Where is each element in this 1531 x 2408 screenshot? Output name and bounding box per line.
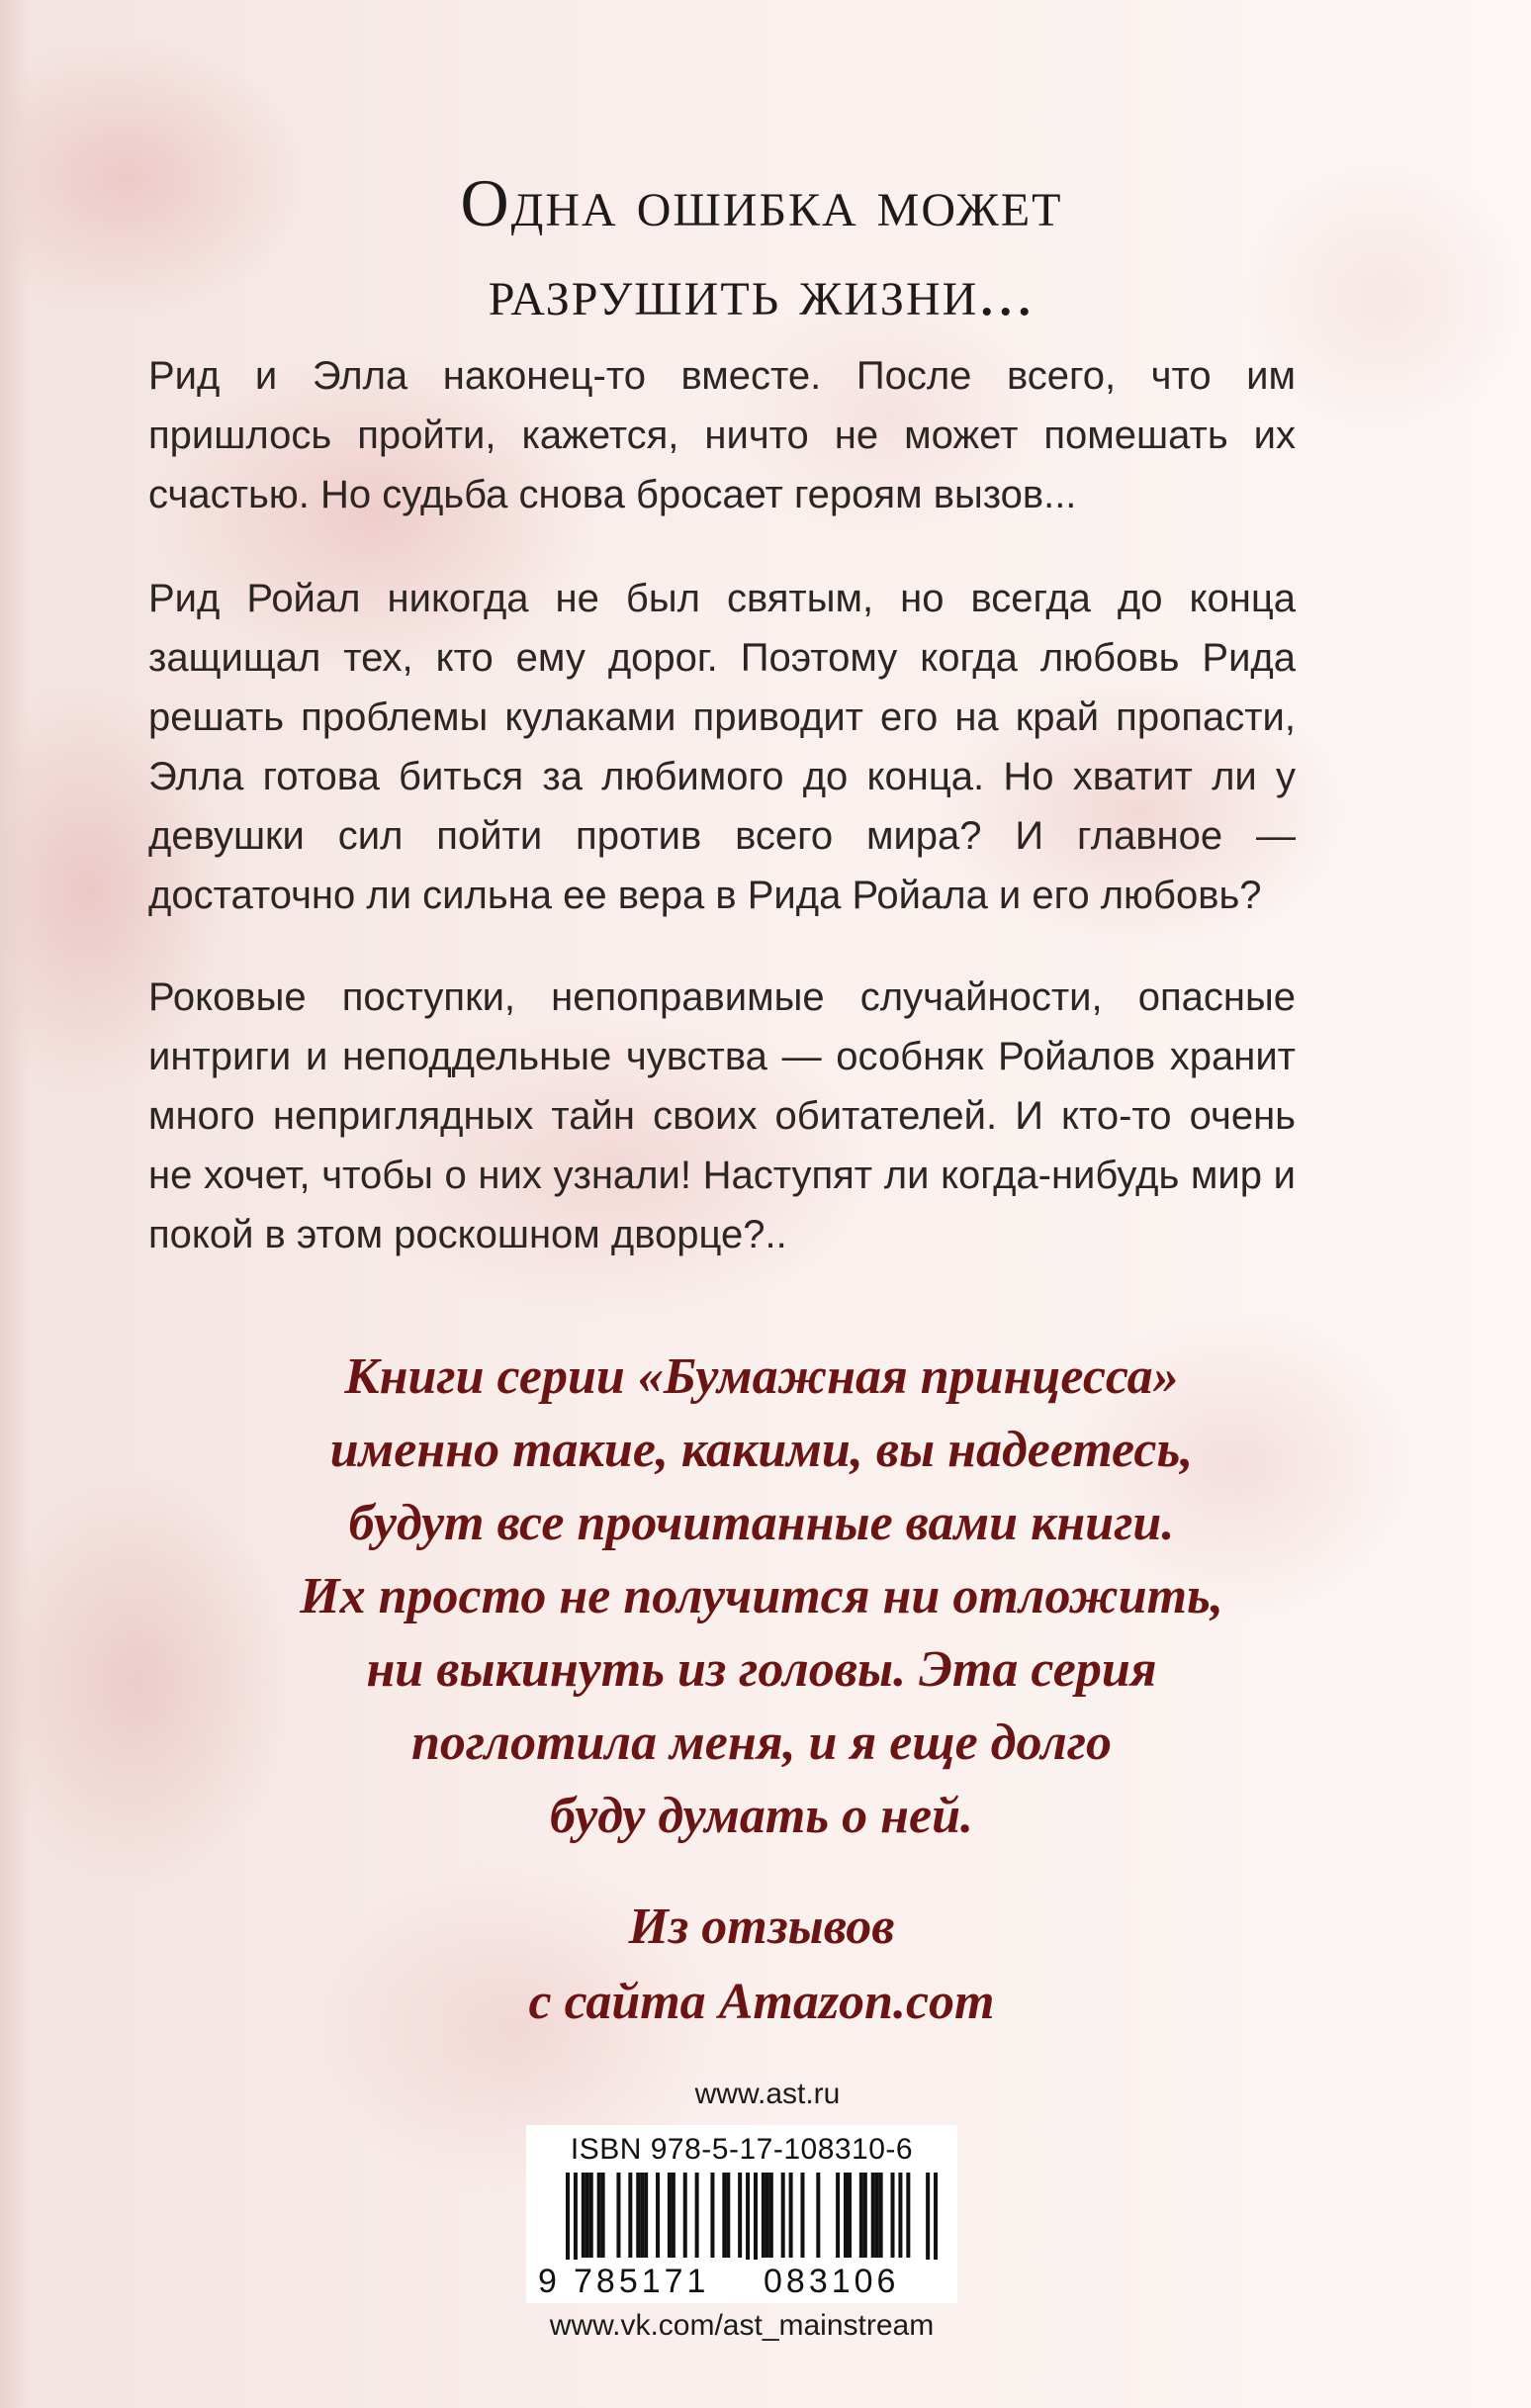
barcode-bar xyxy=(891,2173,895,2258)
barcode-bar xyxy=(906,2173,910,2258)
cover-headline xyxy=(148,158,1375,336)
barcode-bar xyxy=(766,2173,769,2258)
barcode-digits-right: 083106 xyxy=(764,2263,900,2300)
headline-line-1: Одна ошибка может xyxy=(460,165,1063,240)
barcode-bar xyxy=(769,2173,773,2258)
barcode-bar xyxy=(683,2173,687,2258)
barcode-bar xyxy=(726,2173,730,2258)
headline-line-2: разрушить жизни... xyxy=(488,254,1036,329)
source-line-1: Из отзывов xyxy=(628,1899,895,1955)
barcode-bar xyxy=(781,2173,785,2258)
barcode-bar xyxy=(863,2173,867,2258)
barcode-bar xyxy=(836,2173,840,2258)
quote-line: ни выкинуть из головы. Эта серия xyxy=(366,1641,1157,1698)
barcode-bar xyxy=(754,2173,758,2260)
barcode-bar xyxy=(585,2173,589,2258)
quote-line: Их просто не получится ни отложить, xyxy=(300,1568,1223,1624)
barcode-digit-first: 9 xyxy=(538,2263,557,2300)
quote-line: Книги серии «Бумажная принцесса» xyxy=(344,1348,1179,1405)
barcode-bar xyxy=(875,2173,879,2258)
barcode-bar xyxy=(695,2173,699,2258)
barcode-bar xyxy=(636,2173,640,2258)
barcode-bar xyxy=(844,2173,848,2258)
barcode-bar xyxy=(789,2173,793,2258)
review-quote xyxy=(148,1341,1375,1853)
blurb-paragraph-3: Роковые поступки, непоправимые случайности, опасные интриги и неподдельные чувства — особняк Ройалов хранит много неприглядных тайн своих обитателей. И кто-то очень не хочет, чтобы о них узнали! Наступят ли когда-нибудь мир и покой в этом роскошном дворце?.. xyxy=(148,975,1296,1256)
quote-line: поглотила меня, и я еще долго xyxy=(410,1714,1113,1771)
barcode-bar xyxy=(859,2173,863,2258)
quote-source xyxy=(148,1890,1375,2040)
publisher-site: www.ast.ru xyxy=(694,2078,841,2110)
barcode-bar xyxy=(566,2173,570,2260)
barcode-bar xyxy=(871,2173,875,2258)
barcode-bar xyxy=(656,2173,660,2258)
barcode-bar xyxy=(640,2173,644,2258)
barcode-bar xyxy=(601,2173,605,2258)
barcode-bar xyxy=(628,2173,632,2258)
quote-line: именно такие, какими, вы надеетесь, xyxy=(329,1422,1194,1478)
barcode-bar xyxy=(738,2173,742,2258)
barcode-bars xyxy=(566,2173,938,2260)
spine-shadow xyxy=(0,0,30,2408)
barcode-bar xyxy=(574,2173,578,2260)
blurb-paragraph-2: Рид Ройал никогда не был святым, но всегда до конца защищал тех, кто ему дорог. Поэтому когда любовь Рида решать проблемы кулаками приводит его на край пропасти, Элла готова биться за любимого до конца. Но хватит ли у девушки сил пойти против всего мира? И главное — достаточно ли сильна ее вера в Рида Ройала и его любовь? xyxy=(148,577,1296,917)
barcode-bar xyxy=(616,2173,620,2258)
blurb-paragraph-1: Рид и Элла наконец-то вместе. После всего, что им пришлось пройти, кажется, ничто не может помешать их счастью. Но судьба снова бросает героям вызов... xyxy=(148,354,1296,516)
barcode-bar xyxy=(926,2173,930,2260)
vk-link: www.vk.com/ast_mainstream xyxy=(549,2309,935,2342)
barcode-bar xyxy=(589,2173,593,2258)
barcode-bar xyxy=(668,2173,672,2258)
barcode-bar xyxy=(644,2173,648,2258)
barcode-bar xyxy=(582,2173,585,2258)
barcode-bar xyxy=(934,2173,938,2260)
barcode-bar xyxy=(597,2173,601,2258)
barcode-bar xyxy=(722,2173,726,2258)
barcode-digits-left: 785171 xyxy=(574,2263,710,2300)
source-line-2: с сайта Amazon.com xyxy=(528,1974,995,2030)
isbn-label: ISBN 978-5-17-108310-6 xyxy=(570,2133,914,2166)
quote-line: буду думать о ней. xyxy=(550,1788,973,1844)
barcode-bar xyxy=(762,2173,766,2258)
barcode-bar xyxy=(672,2173,675,2258)
barcode-bar xyxy=(710,2173,714,2258)
barcode-bar xyxy=(816,2173,820,2258)
barcode-bar xyxy=(848,2173,852,2258)
barcode-digits xyxy=(526,2262,957,2301)
barcode-bar xyxy=(746,2173,750,2260)
barcode-bar xyxy=(879,2173,883,2258)
barcode-bar xyxy=(800,2173,804,2258)
quote-line: будут все прочитанные вами книги. xyxy=(348,1495,1175,1551)
isbn-barcode xyxy=(526,2125,957,2303)
barcode-bar xyxy=(898,2173,902,2258)
